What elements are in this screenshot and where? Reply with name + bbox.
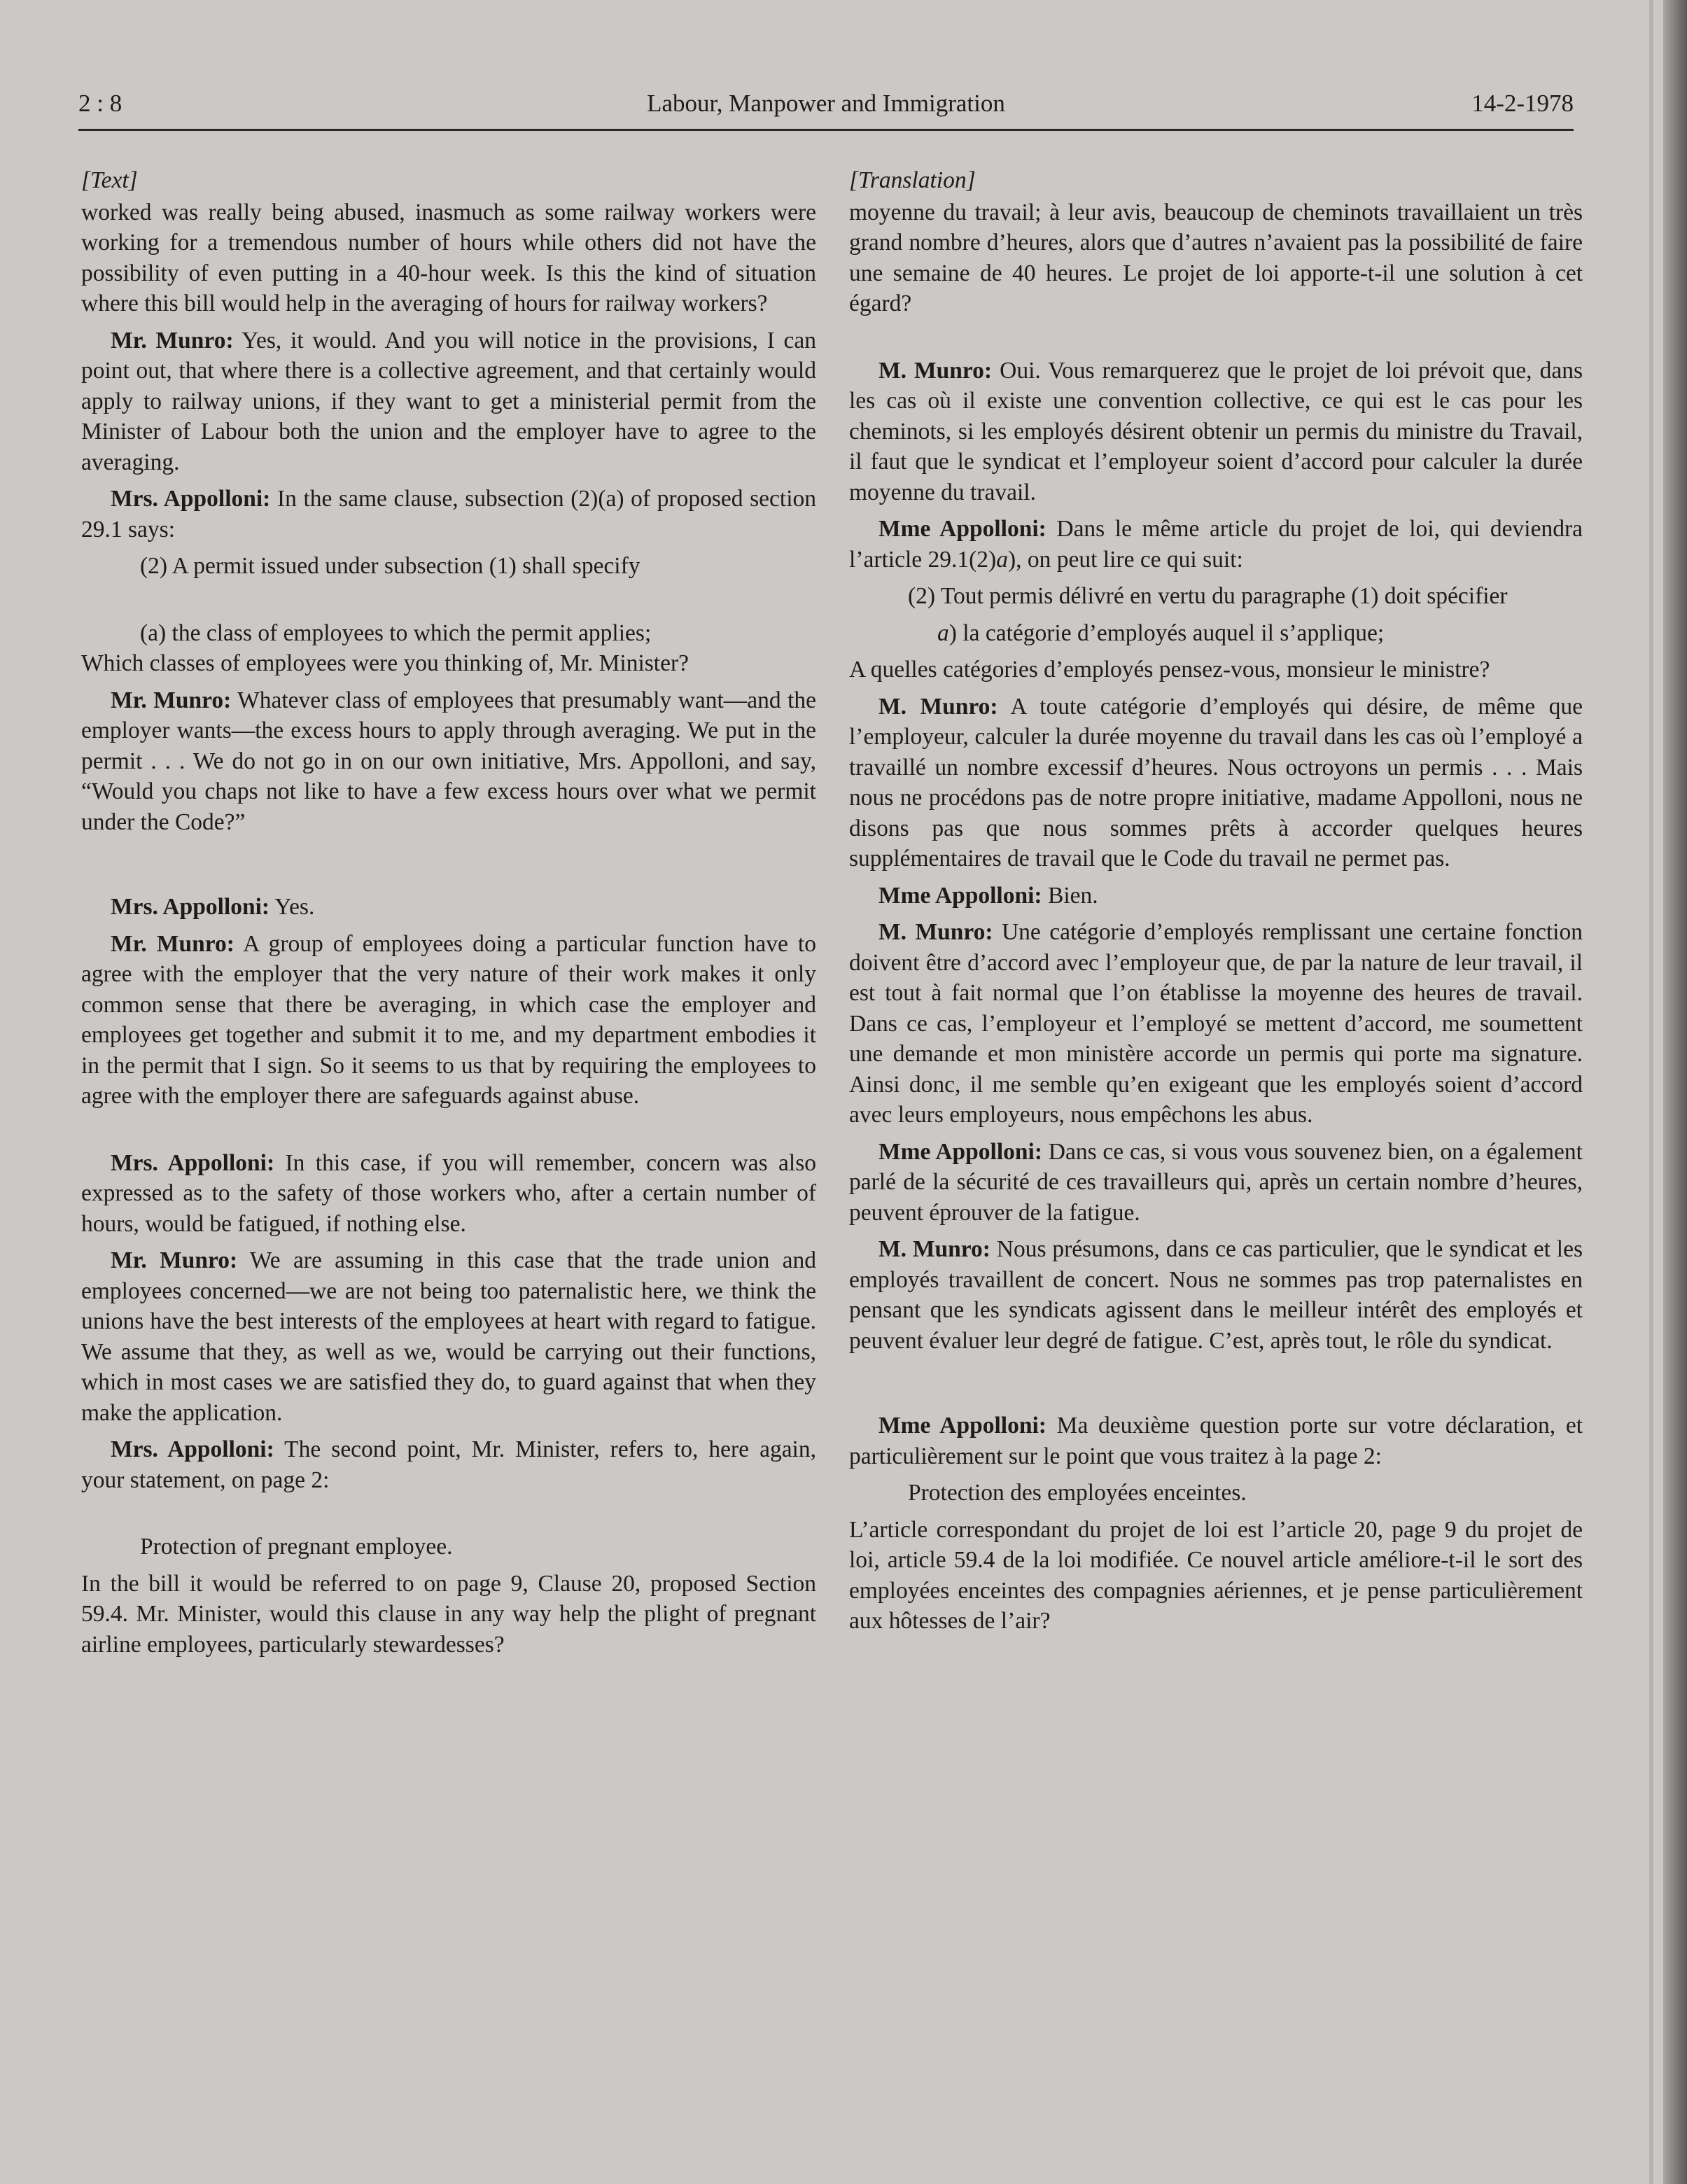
speaker-name: Mr. Munro: — [111, 327, 234, 354]
speaker-name: M. Munro: — [878, 357, 993, 384]
speech-text: A toute catégorie d’employés qui désire, de même que l’employeur, calculer la durée moyenne du travail dans les cas où l’employé a travaillé un nombre excessif d’heures. Nous octroyons un permis . . . Mais nous ne procédons pas de notre propre initiative, madame Appolloni, nous ne disons pas que nous sommes prêts à accorder quelques heures supplémentaires de travail que le Code du travail ne permet pas. — [849, 693, 1583, 872]
paragraph: worked was really being abused, inasmuch as some railway workers were working for a tremendous number of hours while others did not have the possibility of even putting in a 40-hour week. Is this the kind of situation where this bill would help in the averaging of hours for railway workers? — [81, 199, 816, 316]
quoted-provision: (2) A permit issued under subsection (1) shall specify — [140, 553, 640, 579]
speech-paragraph — [849, 917, 1583, 1130]
speech-paragraph — [81, 326, 816, 478]
speech-paragraph — [81, 484, 816, 545]
italic-letter: a — [996, 546, 1008, 573]
speech-paragraph — [81, 685, 816, 838]
quoted-provision: (a) the class of employees to which the permit applies; — [140, 620, 652, 646]
speaker-name: Mrs. Appolloni: — [111, 894, 270, 920]
speech-text: We are assuming in this case that the trade union and employees concerned—we are not being too paternalistic here, we think the unions have the best interests of the employees at heart with regard to fatigue. We assume that they, as well as we, would be carrying out their functions, which in most cases we are satisfied they do, to guard against that when they make the application. — [81, 1247, 816, 1426]
speaker-name: Mme Appolloni: — [878, 1413, 1046, 1438]
speaker-name: M. Munro: — [878, 1236, 990, 1262]
speech-text: Dans le même article du projet de loi, qui deviendra l’article 29.1(2) — [849, 516, 1583, 573]
header-rule — [78, 129, 1574, 131]
section-tag: [Translation] — [849, 167, 976, 193]
speech-paragraph — [849, 1410, 1583, 1471]
speaker-name: Mr. Munro: — [111, 930, 234, 957]
section-tag: [Text] — [81, 167, 138, 193]
speech-text: Bien. — [1042, 882, 1098, 909]
header-date: 14-2-1978 — [1471, 90, 1574, 117]
speech-paragraph — [81, 892, 816, 923]
speech-paragraph — [849, 514, 1583, 575]
speech-paragraph — [81, 929, 816, 1112]
page-number: 2 : 8 — [78, 90, 122, 117]
speech-text: Oui. Vous remarquerez que le projet de loi prévoit que, dans les cas où il existe une convention collective, ce qui est le cas pour les cheminots, si les employés désirent obtenir un permis du ministre du Travail, il faut que le syndicat et l’employeur soient d’accord pour calculer la durée moyenne du travail. — [849, 357, 1583, 505]
paragraph: A quelles catégories d’employés pensez-vous, monsieur le ministre? — [849, 657, 1490, 682]
page-header — [78, 90, 1574, 129]
speech-text: Yes, it would. And you will notice in the provisions, I can point out, that where there is a collective agreement, and that certainly would apply to railway unions, if they want to get a ministerial permit from the Minister of Labour both the union and the employer have to agree to the averaging. — [81, 327, 816, 475]
speech-text-end: ), on peut lire ce qui suit: — [1007, 546, 1243, 573]
speech-text: Dans ce cas, si vous vous souvenez bien, on a également parlé de la sécurité de ces travailleurs qui, après un certain nombre d’heures, peuvent éprouver de la fatigue. — [849, 1138, 1583, 1226]
italic-letter: a — [937, 620, 949, 646]
speech-paragraph — [81, 1148, 816, 1240]
speech-text: The second point, Mr. Minister, refers to, here again, your statement, on page 2: — [81, 1436, 816, 1493]
speaker-name: Mme Appolloni: — [878, 1138, 1042, 1165]
tag-text: Translation — [858, 167, 967, 193]
speech-paragraph — [849, 1137, 1583, 1228]
speech-paragraph — [849, 1234, 1583, 1356]
speaker-name: Mrs. Appolloni: — [111, 486, 271, 512]
speech-paragraph — [849, 356, 1583, 508]
paragraph: moyenne du travail; à leur avis, beaucoup de cheminots travaillaient un très grand nombre d’heures, alors que d’autres n’avaient pas la possibilité de faire une semaine de 40 heures. Le projet de loi apporte-t-il une solution à cet égard? — [849, 199, 1583, 316]
speech-text: In the same clause, subsection (2)(a) of proposed section 29.1 says: — [81, 486, 816, 542]
paragraph: Which classes of employees were you thinking of, Mr. Minister? — [81, 650, 690, 676]
speech-paragraph — [81, 1245, 816, 1428]
page-edge-shadow — [1649, 0, 1653, 2184]
speech-text: A group of employees doing a particular function have to agree with the employer that the very nature of their work makes it only common sense that there be averaging, in which case the employer and employees get together and submit it to me, and my department embodies it in the permit that I sign. So it seems to us that by requiring the employees to agree with the employer there are safeguards against abuse. — [81, 930, 816, 1109]
quoted-provision — [849, 618, 1583, 649]
speech-text: Ma deuxième question porte sur votre déclaration, et particulièrement sur le point que vous traitez à la page 2: — [849, 1413, 1583, 1469]
provision-text: ) la catégorie d’employés auquel il s’applique; — [948, 620, 1385, 646]
speaker-name: Mme Appolloni: — [878, 516, 1046, 542]
speech-paragraph — [849, 692, 1583, 874]
english-column — [81, 165, 816, 1660]
speaker-name: Mr. Munro: — [111, 687, 232, 713]
quoted-provision: Protection of pregnant employee. — [140, 1534, 453, 1560]
quoted-provision: Protection des employées enceintes. — [908, 1480, 1247, 1506]
speaker-name: Mr. Munro: — [111, 1247, 238, 1273]
paragraph: L’article correspondant du projet de loi est l’article 20, page 9 du projet de loi, article 59.4 de la loi modifiée. Ce nouvel article améliore-t-il le sort des employées enceintes des compagnies aériennes, et je pense particulièrement aux hôtesses de l’air? — [849, 1516, 1583, 1634]
speech-text: In this case, if you will remember, concern was also expressed as to the safety of those workers who, after a certain number of hours, would be fatigued, if nothing else. — [81, 1149, 817, 1237]
speech-text: Nous présumons, dans ce cas particulier, que le syndicat et les employés travaillent de concert. Nous ne sommes pas trop paternalistes en pensant que les syndicats agissent dans le meilleur intérêt des employés et peuvent évaluer leur degré de fatigue. C’est, après tout, le rôle du syndicat. — [849, 1236, 1583, 1354]
book-spine-edge — [1663, 0, 1687, 2184]
tag-text: Text — [90, 167, 129, 193]
speaker-name: M. Munro: — [878, 693, 998, 720]
speech-text: Une catégorie d’employés remplissant une certaine fonction doivent être d’accord avec l’employeur que, de par la nature de leur travail, il est tout à fait normal que l’on établisse la moyenne des heures de travail. Dans ce cas, l’employeur et l’employé se mettent d’accord, me soumettent une demande et mon ministère accorde un permis qui porte ma signature. Ainsi donc, il me semble qu’en exigeant que les employés soient d’accord avec leurs employeurs, nous empêchons les abus. — [849, 919, 1583, 1128]
speaker-name: Mrs. Appolloni: — [111, 1436, 274, 1462]
speech-paragraph — [81, 1434, 816, 1495]
quoted-provision: (2) Tout permis délivré en vertu du paragraphe (1) doit spécifier — [908, 583, 1508, 609]
speech-paragraph — [849, 881, 1583, 911]
speaker-name: Mrs. Appolloni: — [111, 1149, 275, 1176]
running-title: Labour, Manpower and Immigration — [647, 90, 1005, 117]
speech-text: Yes. — [270, 894, 315, 920]
speaker-name: Mme Appolloni: — [878, 882, 1042, 909]
speaker-name: M. Munro: — [878, 919, 993, 945]
paragraph: In the bill it would be referred to on page 9, Clause 20, proposed Section 59.4. Mr. Minister, would this clause in any way help the plight of pregnant airline employees, particularly stewardesses? — [81, 1570, 816, 1658]
french-column — [849, 165, 1583, 1637]
speech-text: Whatever class of employees that presumably want—and the employer wants—the excess hours to apply through averaging. We put in the permit . . . We do not go in on our own initiative, Mrs. Appolloni, and say, “Would you chaps not like to have a few excess hours over what we permit under the Code?” — [81, 687, 816, 835]
